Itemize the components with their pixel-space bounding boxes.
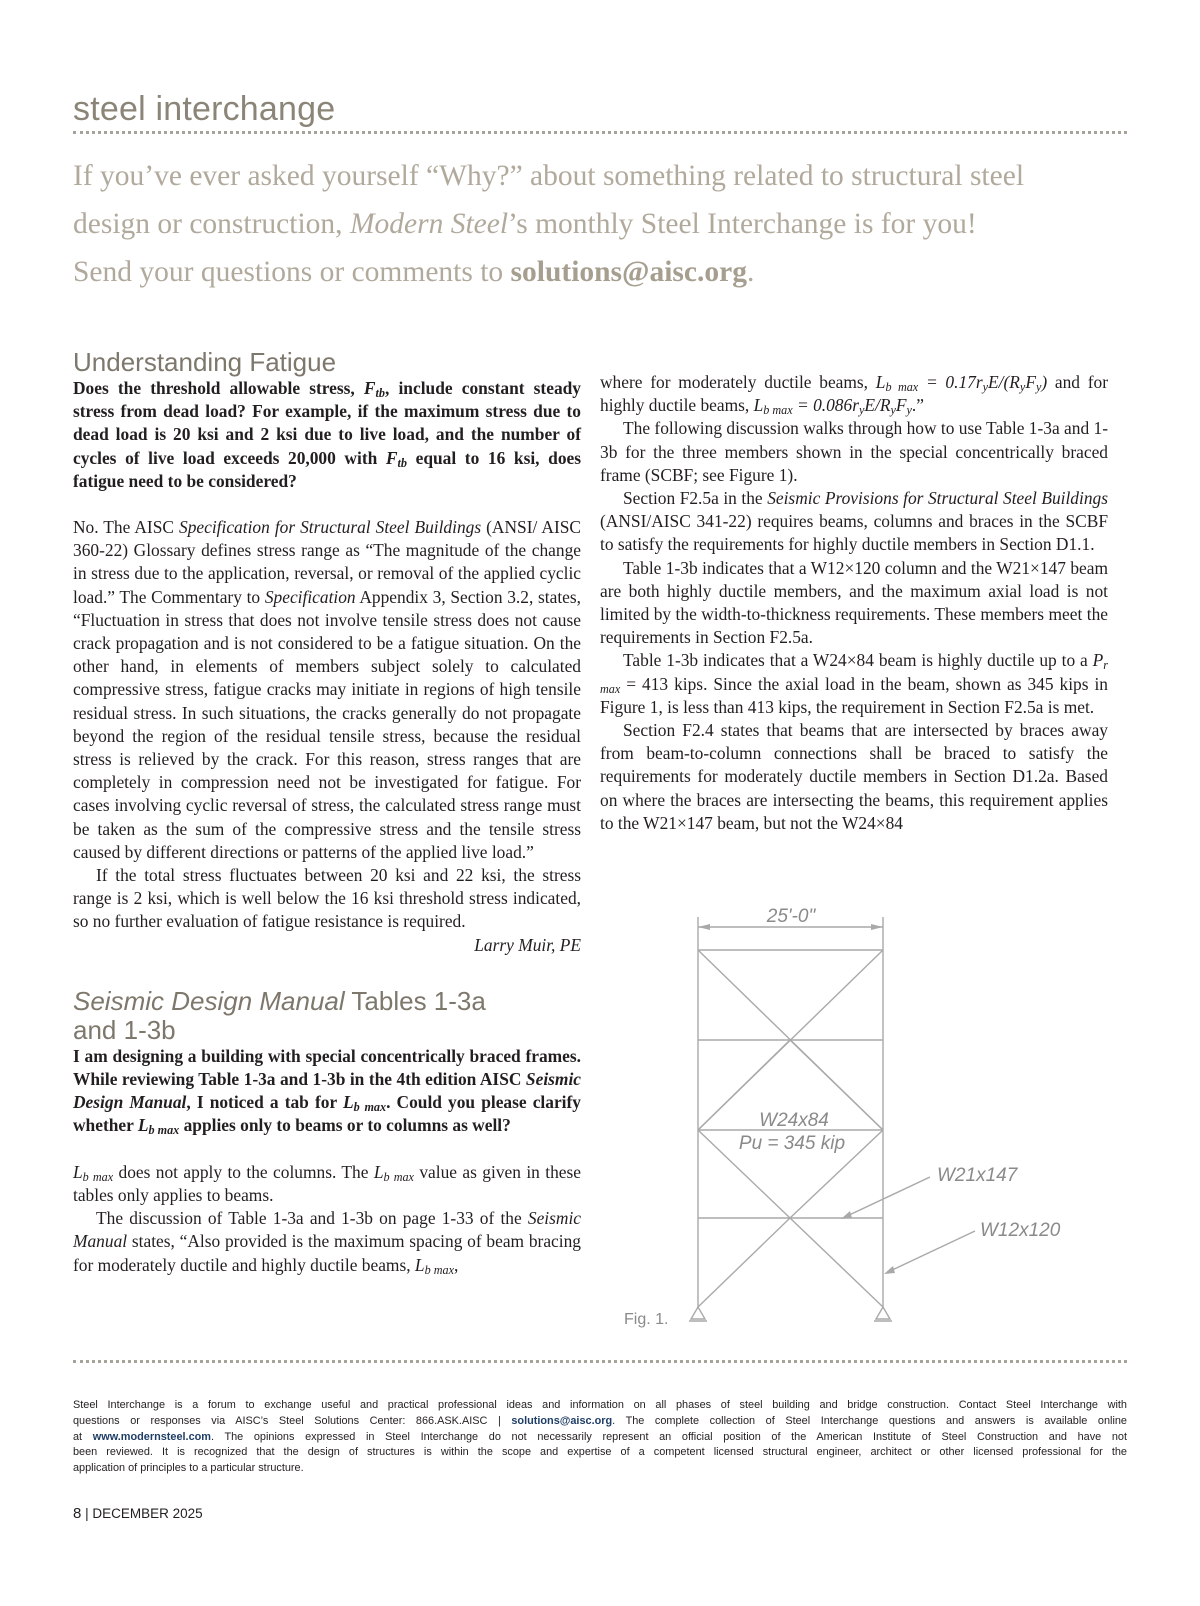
article-2-answer-p5: Section F2.5a in the Seismic Provisions for Structural Steel Buildings (ANSI/AISC 341-22) requires beams, columns and braces in the SCBF to satisfy the requirements for highly ductile members in Section D1.1. — [600, 488, 1108, 555]
article-2-question: I am designing a building with special concentrically braced frames. While reviewing Table 1-3a and 1-3b in the 4th edition AISC Seismic Design Manual, I noticed a tab for $L_{b max}$. Could you please clarify whether $L_{b max}$ applies only to beams or to columns as well? — [73, 1045, 581, 1138]
beam-label: W24x84 — [759, 1110, 829, 1131]
pin-support-right — [876, 1307, 890, 1319]
article-2-answer-p8: Section F2.4 states that beams that are intersected by braces away from beam-to-column connections shall be braced to satisfy the requirements for moderately ductile members in Section D1.2a. Based on where the braces are intersecting the beams, this requirement applies to the W21×147 beam, but not the W24×84 — [600, 720, 1108, 833]
brace-7 — [698, 1218, 790, 1307]
article-2-title: Seismic Design Manual Tables 1-3a and 1-3b — [73, 985, 486, 1045]
footer-line-4: been reviewed. It is recognized that the design of structures is within the scope and expertise of a competent licensed structural engineer, architect or other licensed professional for the — [73, 1446, 1127, 1459]
callout-label-w12x120: W12x120 — [980, 1220, 1061, 1241]
callout-arrow-column — [884, 1266, 895, 1274]
dimension-arrow-right — [871, 924, 883, 930]
pin-support-left — [691, 1307, 705, 1319]
figure-1-scbf-diagram — [600, 895, 1120, 1345]
article-2-answer-p7: Table 1-3b indicates that a W24×84 beam is highly ductile up to a $P_{r max} = 413$ kips. Since the axial load in the beam, shown as 345 kips in Figure 1, is less than 413 kips, the requirement in Section F2.5a is met. — [600, 650, 1108, 717]
footer-email-link[interactable]: solutions@aisc.org — [511, 1414, 613, 1427]
section-title: steel interchange — [73, 90, 336, 128]
top-dotted-rule — [73, 131, 1127, 134]
magazine-name: Modern Steel — [349, 208, 509, 240]
article-1-title: Understanding Fatigue — [73, 347, 337, 377]
issue-date: DECEMBER 2025 — [92, 1506, 203, 1521]
callout-label-w21x147: W21x147 — [937, 1165, 1018, 1186]
figure-caption: Fig. 1. — [624, 1311, 669, 1328]
footer-disclaimer — [73, 1398, 1127, 1477]
article-2-answer-p3: where for moderately ductile beams, $L_{b max} = 0.17r_yE/(R_yF_y)$ and for highly ductile beams, $L_{b max} = 0.086r_yE/R_yF_y$.” — [600, 372, 1108, 418]
callout-leader-beam — [845, 1177, 930, 1217]
article-2-answer-p4: The following discussion walks through how to use Table 1-3a and 1-3b for the three members shown in the special concentrically braced frame (SCBF; see Figure 1). — [600, 418, 1108, 485]
article-1-answer-p2: If the total stress fluctuates between 20 ksi and 22 ksi, the stress range is 2 ksi, which is well below the 16 ksi threshold stress indicated, so no further evaluation of fatigue resistance is required. — [73, 865, 581, 932]
page-number: 8 — [73, 1505, 82, 1522]
footer-website-link[interactable]: www.modernsteel.com — [92, 1430, 211, 1443]
load-label: Pu = 345 kip — [738, 1133, 846, 1154]
intro-blurb — [73, 152, 1133, 296]
callout-arrow-beam — [841, 1211, 852, 1219]
bottom-dotted-rule — [73, 1360, 1127, 1363]
intro-line-2: design or construction, Modern Steel’s monthly Steel Interchange is for you! — [73, 208, 977, 240]
footer-line-5: application of principles to a particular structure. — [73, 1462, 304, 1475]
intro-email-link[interactable]: solutions@aisc.org — [510, 256, 747, 288]
page-folio: 8 | DECEMBER 2025 — [73, 1505, 203, 1522]
article-1-answer-p1: No. The AISC Specification for Structural Steel Buildings (ANSI/ AISC 360-22) Glossary defines stress range as “The magnitude of the change in stress due to the application, reversal, or removal of the applied cyclic load.” The Commentary to Specification Appendix 3, Section 3.2, states, “Fluctuation in stress that does not involve tensile stress does not cause crack propagation and is not considered to be a fatigue situation. On the other hand, in elements of members subject solely to calculated compressive stress, fatigue cracks may initiate in regions of high tensile residual stress. In such situations, the cracks generally do not propagate beyond the region of the residual tensile stress, because the residual stress is relieved by the crack. For this reason, stress ranges that are completely in compression need not be investigated for fatigue. For cases involving cyclic reversal of stress, the calculated stress range must be taken as the sum of the compressive stress and the tensile stress caused by different directions or patterns of the applied live load.” — [73, 517, 582, 862]
article-2-answer-p2: The discussion of Table 1-3a and 1-3b on page 1-33 of the Seismic Manual states, “Also provided is the maximum spacing of beam bracing for moderately ductile and highly ductile beams, $L_{b max}$, — [73, 1208, 581, 1277]
article-2-answer-p6: Table 1-3b indicates that a W12×120 column and the W21×147 beam are both highly ductile members, and the maximum axial load is not limited by the width-to-thickness requirements. These members meet the requirements in Section F2.5a. — [600, 557, 1108, 648]
article-2-answer-p1: $L_{b max}$ does not apply to the columns. The $L_{b max}$ value as given in these tables only applies to beams. — [73, 1161, 582, 1205]
left-column — [73, 348, 581, 1277]
footer-line-1: Steel Interchange is a forum to exchange useful and practical professional ideas and information on all phases of steel building and bridge construction. Contact Steel Interchange with — [73, 1399, 1127, 1411]
dimension-label: 25'-0" — [766, 906, 816, 927]
intro-line-1: If you’ve ever asked yourself “Why?” about something related to structural steel — [73, 160, 1025, 192]
footer-line-2: questions or responses via AISC’s Steel Solutions Center: 866.ASK.AISC | solutions@aisc.org. The complete collection of Steel Interchange questions and answers is available online — [73, 1414, 1127, 1427]
callout-leader-column — [888, 1231, 975, 1272]
article-1-question: Does the threshold allowable stress, $F_{tb}$, include constant steady stress from dead load? For example, if the maximum stress due to dead load is 20 ksi and 2 ksi due to live load, and the number of cycles of live load exceeds 20,000 with $F_{tb}$ equal to 16 ksi, does fatigue need to be considered? — [73, 378, 582, 491]
dimension-arrow-left — [698, 924, 710, 930]
article-1-signature: Larry Muir, PE — [474, 934, 581, 955]
footer-line-3: at www.modernsteel.com. The opinions expressed in Steel Interchange do not necessarily represent an official position of the American Institute of Steel Construction and have not — [73, 1430, 1127, 1443]
right-column — [600, 371, 1108, 835]
brace-8 — [790, 1218, 883, 1307]
intro-line-3: Send your questions or comments to solutions@aisc.org. — [73, 256, 755, 288]
